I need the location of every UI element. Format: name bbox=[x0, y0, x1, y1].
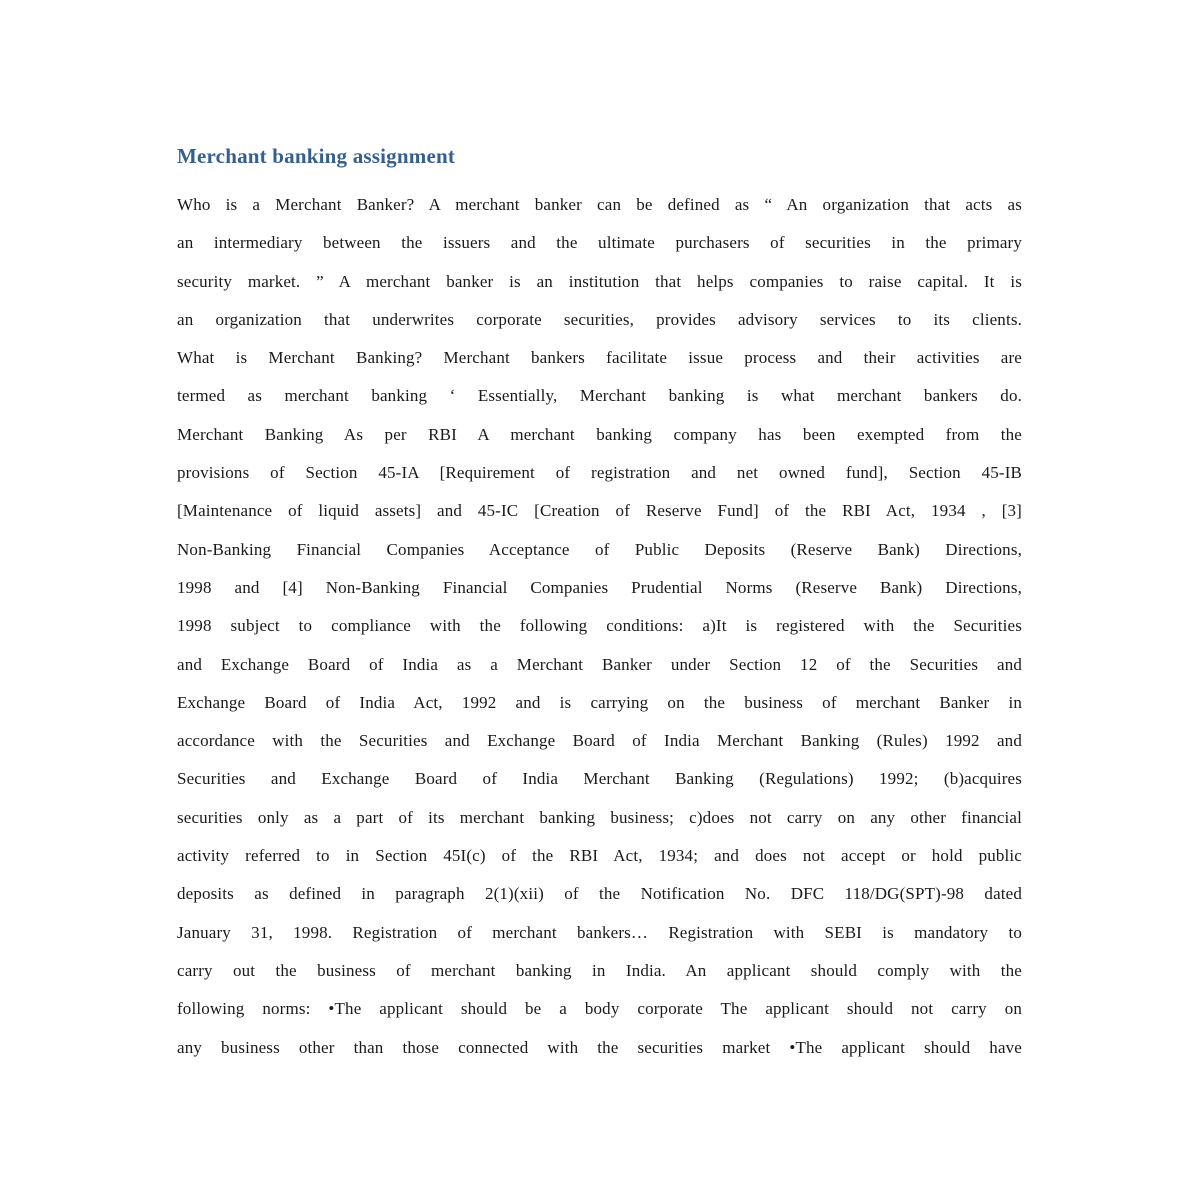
body-line: deposits as defined in paragraph 2(1)(xii) of the Notification No. DFC 118/DG(SPT)-98 dated bbox=[177, 884, 1022, 904]
body-line: Exchange Board of India Act, 1992 and is carrying on the business of merchant Banker in bbox=[177, 692, 1022, 712]
body-line: and Exchange Board of India as a Merchant Banker under Section 12 of the Securities and bbox=[177, 654, 1022, 674]
body-line: Who is a Merchant Banker? A merchant banker can be defined as “ An organization that acts as bbox=[177, 195, 1022, 214]
body-line: provisions of Section 45-IA [Requirement of registration and net owned fund], Section 45-IB bbox=[177, 463, 1022, 483]
body-line: carry out the business of merchant banking in India. An applicant should comply with the bbox=[177, 960, 1022, 980]
body-line: [Maintenance of liquid assets] and 45-IC [Creation of Reserve Fund] of the RBI Act, 1934 , [3] bbox=[177, 501, 1022, 521]
body-line: accordance with the Securities and Exchange Board of India Merchant Banking (Rules) 1992 and bbox=[177, 731, 1022, 751]
body-line: January 31, 1998. Registration of merchant bankers… Registration with SEBI is mandatory to bbox=[177, 922, 1022, 942]
document-title: Merchant banking assignment bbox=[177, 144, 456, 168]
body-line: 1998 subject to compliance with the following conditions: a)It is registered with the Securities bbox=[177, 616, 1022, 636]
body-line: Non-Banking Financial Companies Acceptance of Public Deposits (Reserve Bank) Directions, bbox=[177, 539, 1022, 559]
body-line: following norms: •The applicant should be a body corporate The applicant should not carry on bbox=[177, 999, 1022, 1019]
body-line: termed as merchant banking ‘ Essentially, Merchant banking is what merchant bankers do. bbox=[177, 386, 1022, 406]
body-line: an intermediary between the issuers and the ultimate purchasers of securities in the primary bbox=[177, 233, 1022, 253]
body-line: securities only as a part of its merchant banking business; c)does not carry on any other financial bbox=[177, 807, 1022, 827]
body-line: Securities and Exchange Board of India Merchant Banking (Regulations) 1992; (b)acquires bbox=[177, 769, 1022, 789]
body-line: an organization that underwrites corporate securities, provides advisory services to its clients. bbox=[177, 309, 1022, 329]
body-line: What is Merchant Banking? Merchant bankers facilitate issue process and their activities are bbox=[177, 348, 1022, 368]
body-line: Merchant Banking As per RBI A merchant banking company has been exempted from the bbox=[177, 424, 1022, 444]
body-line: activity referred to in Section 45I(c) of the RBI Act, 1934; and does not accept or hold public bbox=[177, 846, 1022, 866]
body-line: security market. ” A merchant banker is an institution that helps companies to raise capital. It is bbox=[177, 271, 1022, 291]
body-line: any business other than those connected with the securities market •The applicant should have bbox=[177, 1037, 1022, 1057]
document-body bbox=[177, 186, 1022, 1067]
body-line: 1998 and [4] Non-Banking Financial Companies Prudential Norms (Reserve Bank) Directions, bbox=[177, 577, 1022, 597]
